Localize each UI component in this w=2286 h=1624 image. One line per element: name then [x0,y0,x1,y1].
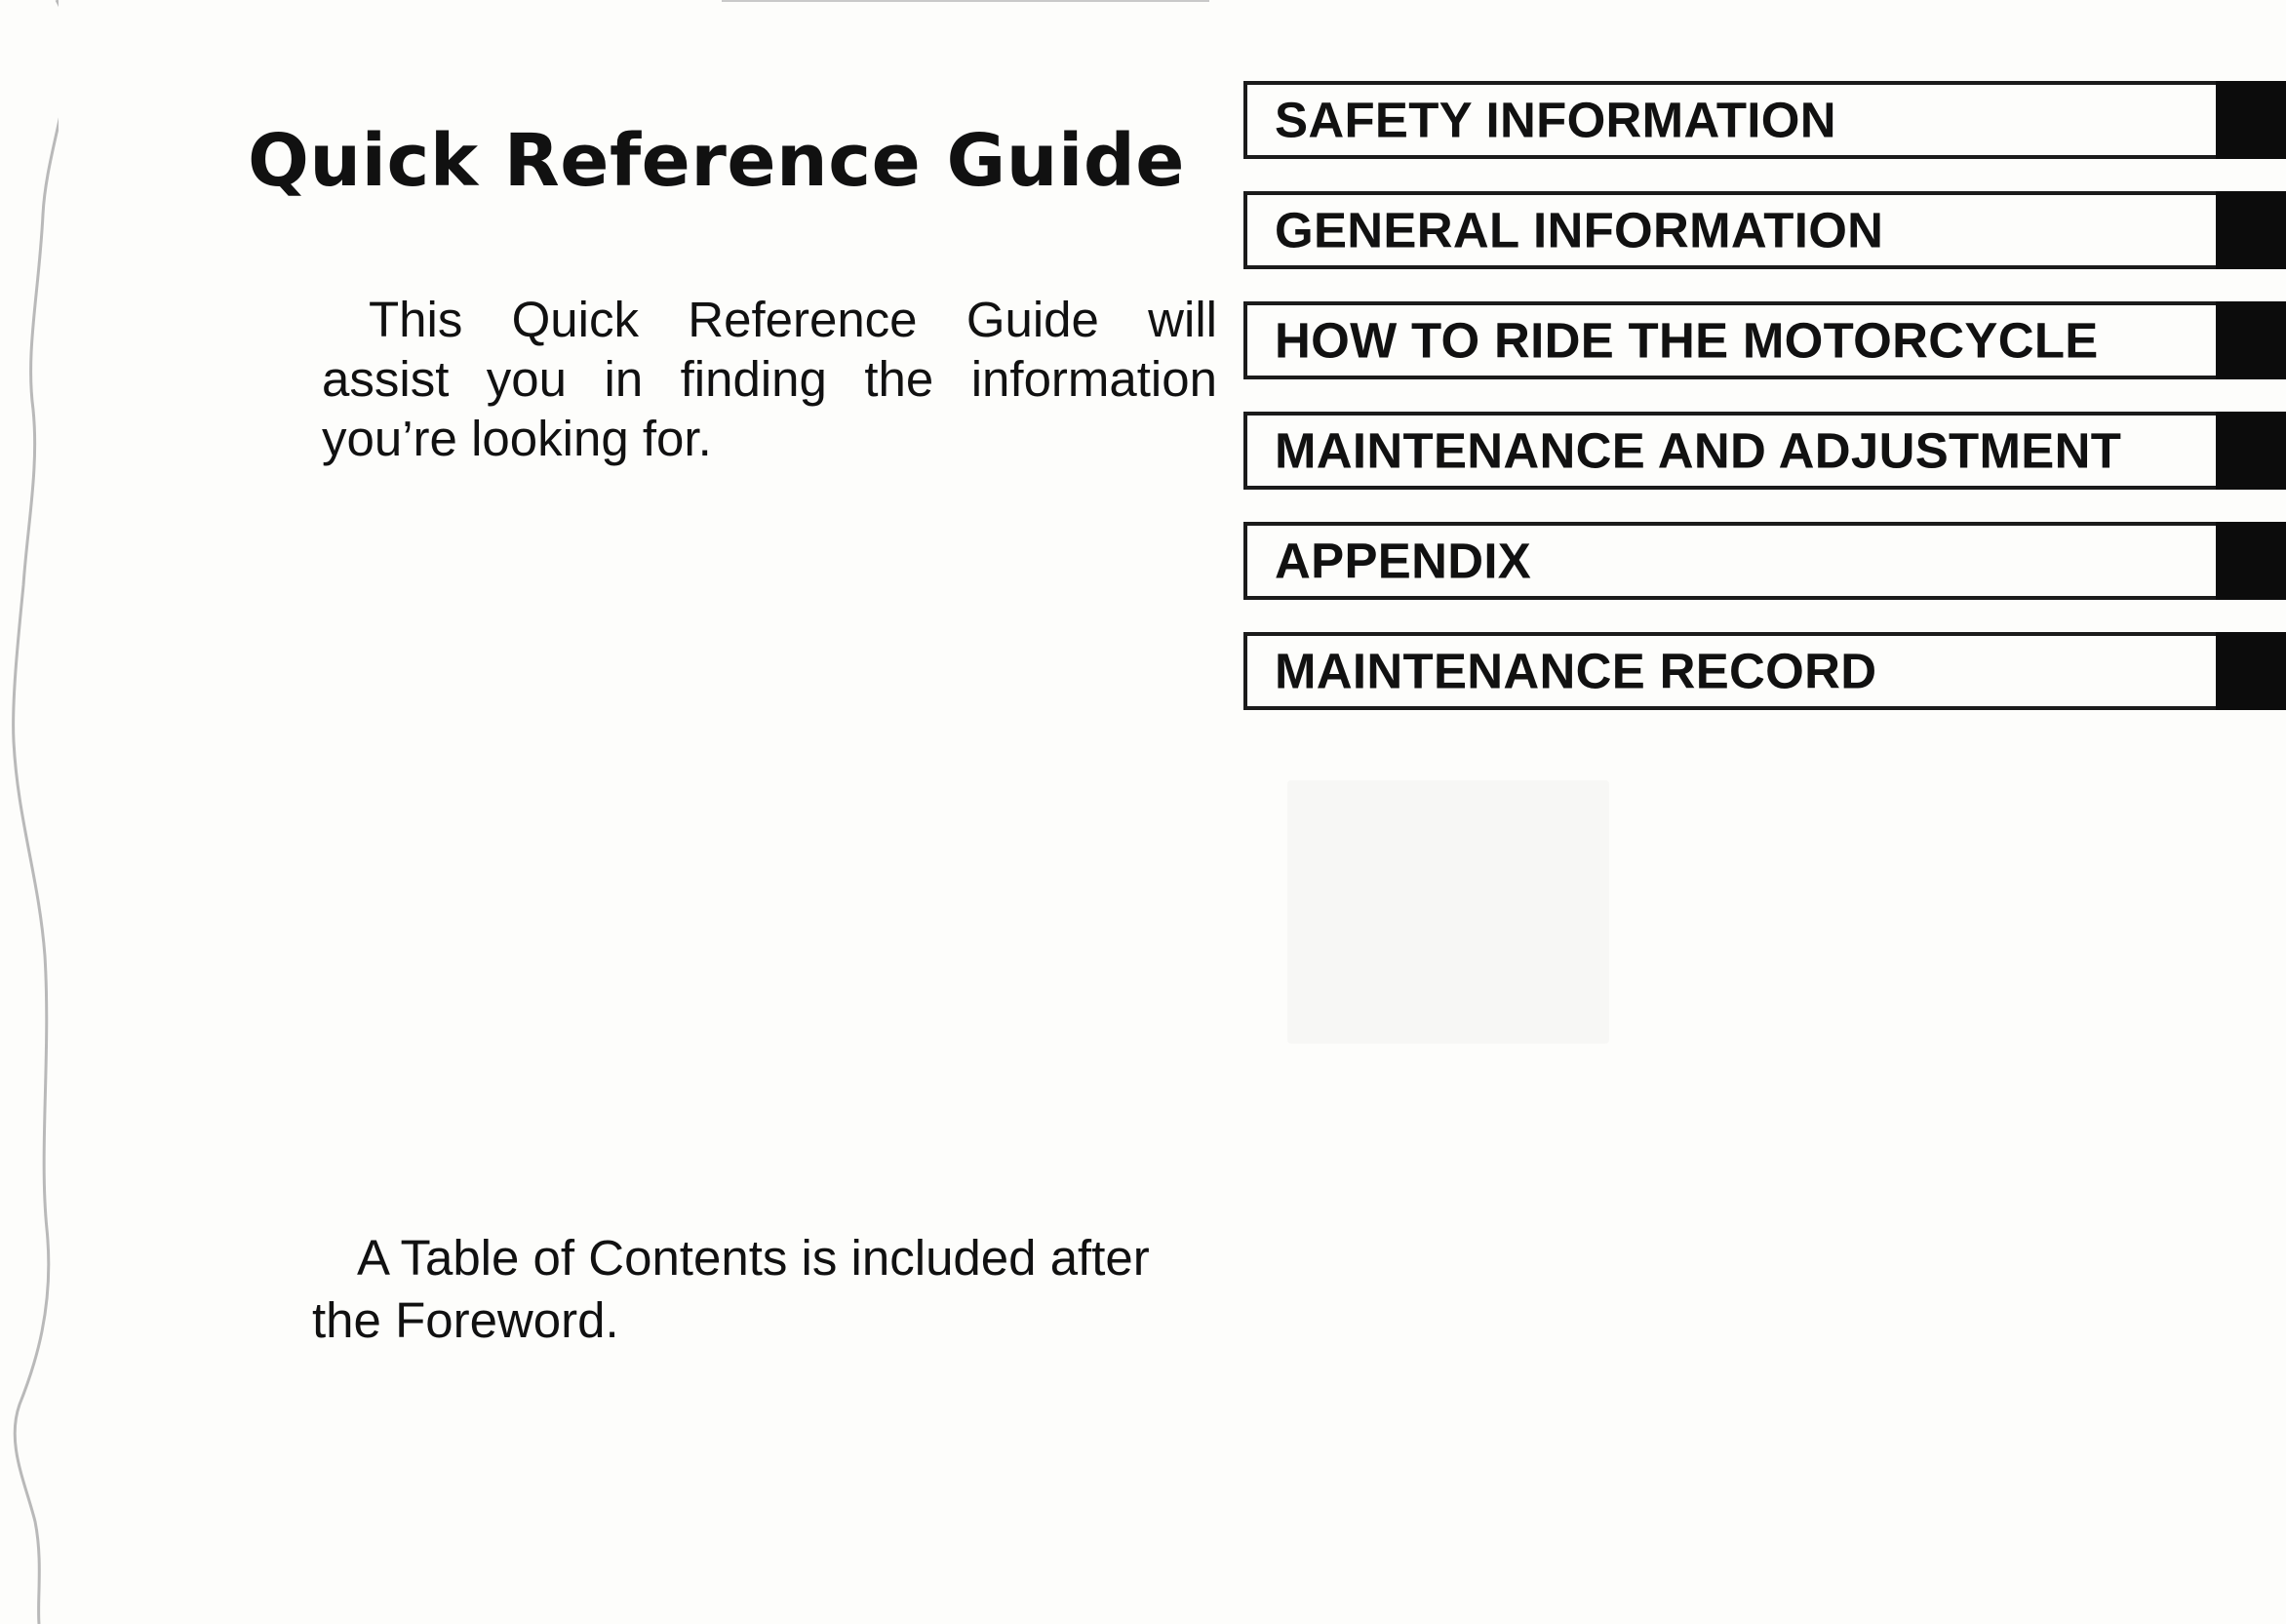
page-title: Quick Reference Guide [248,119,1185,203]
section-index [1243,81,2286,742]
index-tab-safety-information[interactable] [1243,81,2286,159]
page-edge-line [0,0,59,1624]
index-tab-label: GENERAL INFORMATION [1275,202,1884,258]
top-rule [722,0,1209,2]
index-tab-label: MAINTENANCE RECORD [1275,643,1877,699]
table-of-contents-note: A Table of Contents is included after the Foreword. [312,1230,1150,1348]
thumb-index-marker [2216,632,2286,710]
intro-paragraph: This Quick Reference Guide will assist you in finding the information you’re looking for. [322,292,1217,466]
index-tab-maintenance-record[interactable] [1243,632,2286,710]
index-tab-how-to-ride[interactable] [1243,301,2286,379]
index-tab-label: HOW TO RIDE THE MOTORCYCLE [1275,312,2099,369]
index-tab-maintenance-and-adjustment[interactable] [1243,412,2286,490]
thumb-index-marker [2216,191,2286,269]
thumb-index-marker [2216,412,2286,490]
index-tab-label: APPENDIX [1275,533,1532,589]
index-tab-label: SAFETY INFORMATION [1275,92,1836,148]
index-tab-label: MAINTENANCE AND ADJUSTMENT [1275,422,2122,479]
index-tab-general-information[interactable] [1243,191,2286,269]
index-tab-appendix[interactable] [1243,522,2286,600]
bleed-through-mark [1287,780,1609,1044]
thumb-index-marker [2216,81,2286,159]
thumb-index-marker [2216,522,2286,600]
thumb-index-marker [2216,301,2286,379]
